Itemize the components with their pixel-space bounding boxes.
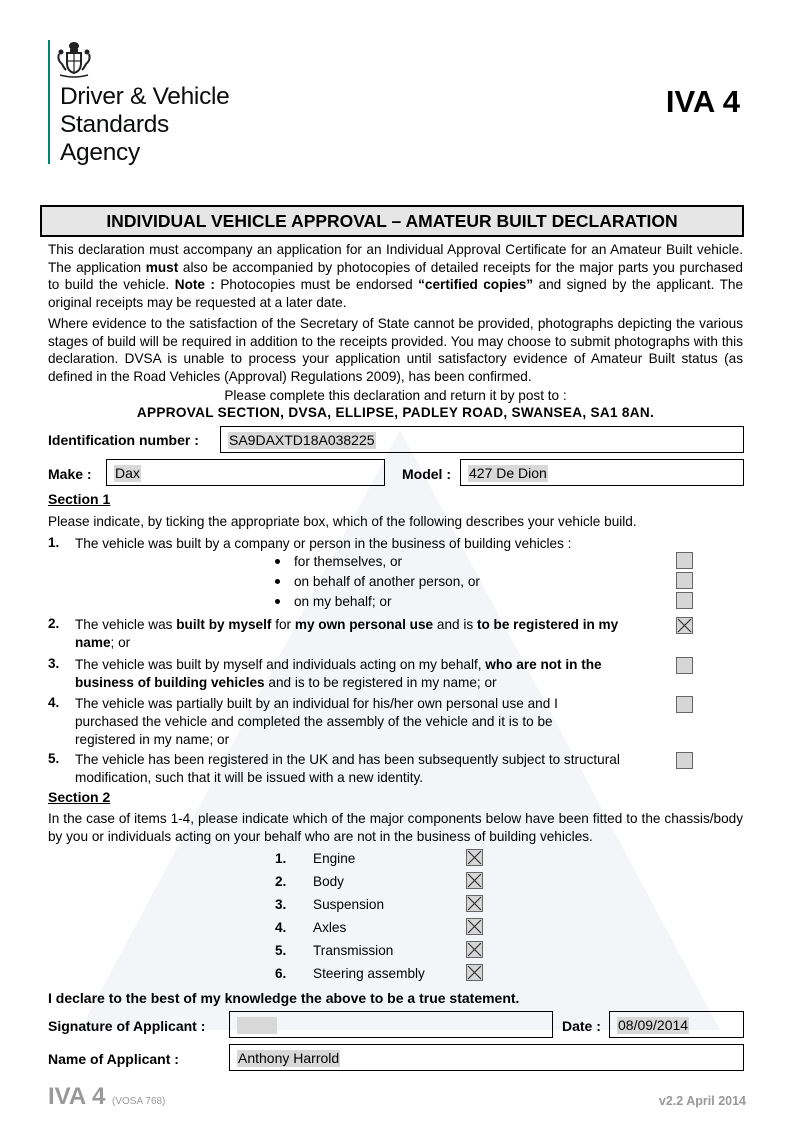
item-3-number: 3. xyxy=(48,656,60,671)
checkbox-item-3[interactable] xyxy=(676,657,693,674)
checkbox-crossed-icon xyxy=(467,942,482,957)
name-field[interactable] xyxy=(229,1044,744,1071)
return-address: APPROVAL SECTION, DVSA, ELLIPSE, PADLEY ROAD, SWANSEA, SA1 8AN. xyxy=(136,405,655,420)
checkbox-crossed-icon xyxy=(677,618,692,633)
footer-sub-code: (VOSA 768) xyxy=(112,1096,166,1107)
checkbox-transmission[interactable] xyxy=(466,941,483,958)
item-1-bullet-1 xyxy=(275,554,402,569)
item-5-number: 5. xyxy=(48,751,60,766)
item-1-text: The vehicle was built by a company or person in the business of building vehicles : xyxy=(75,536,572,551)
component-5-name: Transmission xyxy=(313,943,394,958)
agency-name-line-1: Driver & Vehicle xyxy=(60,83,230,110)
form-title: INDIVIDUAL VEHICLE APPROVAL – AMATEUR BUILT DECLARATION xyxy=(40,205,744,237)
component-6-number: 6. xyxy=(275,966,287,981)
model-value: 427 De Dion xyxy=(469,465,547,481)
item-2-t3: and is xyxy=(433,617,477,632)
item-1-bullet-2 xyxy=(275,574,480,589)
item-1-number: 1. xyxy=(48,535,60,550)
checkbox-item-1-my-behalf[interactable] xyxy=(676,592,693,609)
item-3-text xyxy=(75,656,650,692)
form-code: IVA 4 xyxy=(665,84,740,119)
intro-paragraph-1 xyxy=(48,241,743,311)
name-value: Anthony Harrold xyxy=(238,1050,340,1066)
date-value: 08/09/2014 xyxy=(618,1017,689,1033)
checkbox-steering-assembly[interactable] xyxy=(466,964,483,981)
model-label: Model : xyxy=(402,466,451,482)
id-number-value: SA9DAXTD18A038225 xyxy=(229,432,375,448)
section-1-instruction: Please indicate, by ticking the appropriate box, which of the following describes your vehicle build. xyxy=(48,514,637,529)
declaration-statement: I declare to the best of my knowledge the above to be a true statement. xyxy=(48,990,520,1006)
item-2-t4: ; or xyxy=(110,635,131,650)
checkbox-suspension[interactable] xyxy=(466,895,483,912)
item-2-b3: to be registered in my name xyxy=(75,617,619,650)
agency-name-line-3: Agency xyxy=(60,139,140,166)
footer-version: v2.2 April 2014 xyxy=(658,1094,746,1108)
signature-placeholder xyxy=(237,1017,277,1034)
item-4-text: The vehicle was partially built by an individual for his/her own personal use and I purchased the vehicle and completed the assembly of the vehicle and it is to be registered in my name; or xyxy=(75,696,558,747)
component-3-name: Suspension xyxy=(313,897,385,912)
checkbox-item-1-another-person[interactable] xyxy=(676,572,693,589)
checkbox-item-4[interactable] xyxy=(676,696,693,713)
checkbox-item-1-themselves[interactable] xyxy=(676,552,693,569)
checkbox-item-2[interactable] xyxy=(676,617,693,634)
agency-name-line-2: Standards xyxy=(60,111,169,138)
section-2-heading: Section 2 xyxy=(48,789,111,805)
component-2-number: 2. xyxy=(275,874,287,889)
section-2-instruction: In the case of items 1-4, please indicate which of the major components below have been fitted to the chassis/body by you or individuals acting on your behalf who are not in the business of building vehicles. xyxy=(48,811,743,844)
checkbox-engine[interactable] xyxy=(466,849,483,866)
checkbox-crossed-icon xyxy=(467,965,482,980)
bullet-dot-icon xyxy=(275,579,280,584)
component-1-name: Engine xyxy=(313,851,356,866)
dvsa-logo xyxy=(48,40,238,165)
component-4-name: Axles xyxy=(313,920,347,935)
logo-accent-bar xyxy=(48,40,50,164)
item-2-b1: built by myself xyxy=(176,617,272,632)
checkbox-body[interactable] xyxy=(466,872,483,889)
checkbox-crossed-icon xyxy=(467,896,482,911)
date-field[interactable] xyxy=(609,1011,744,1038)
component-6-name: Steering assembly xyxy=(313,966,425,981)
checkbox-item-5[interactable] xyxy=(676,752,693,769)
component-1-number: 1. xyxy=(275,851,287,866)
make-label: Make : xyxy=(48,466,92,482)
item-2-t2: for xyxy=(271,617,295,632)
intro-p1-text-b: also be accompanied by photocopies of detailed receipts for the major parts you purchased to build the vehicle. xyxy=(48,259,743,292)
agency-name xyxy=(60,83,230,167)
intro-p1-text-a: This declaration must accompany an application for an Individual Approval Certificate for an Amateur Built vehicle. The application xyxy=(48,242,743,275)
item-3-t1: The vehicle was built by myself and individuals acting on my behalf, xyxy=(75,657,486,672)
item-2-number: 2. xyxy=(48,616,60,631)
royal-crest-icon xyxy=(56,40,92,78)
signature-label: Signature of Applicant : xyxy=(48,1018,206,1034)
footer-form-code xyxy=(48,1083,165,1111)
checkbox-crossed-icon xyxy=(467,850,482,865)
intro-p1-must: must xyxy=(145,259,179,275)
bullet-3-text: on my behalf; or xyxy=(294,594,392,609)
bullet-1-text: for themselves, or xyxy=(294,554,403,569)
item-4-number: 4. xyxy=(48,695,60,710)
id-number-label: Identification number : xyxy=(48,432,199,448)
intro-paragraph-2: Where evidence to the satisfaction of the Secretary of State cannot be provided, photographs depicting the various stages of build will be required in addition to the receipts provided. You may choose to submit photographs with this declaration. DVSA is unable to process your application until satisfactory evidence of Amateur Built status (as defined in the Road Vehicles (Approval) Regulations 2009), has been confirmed. xyxy=(48,316,743,384)
checkbox-axles[interactable] xyxy=(466,918,483,935)
checkbox-crossed-icon xyxy=(467,873,482,888)
intro-p1-text-d: and signed by the applicant. The original receipts may be requested at a later date. xyxy=(48,277,743,310)
item-3-b1: who are not in the business of building vehicles xyxy=(75,657,602,690)
item-5-text: The vehicle has been registered in the UK and has been subsequently subject to structural modification, such that it will be issued with a new identity. xyxy=(75,752,620,785)
component-3-number: 3. xyxy=(275,897,287,912)
item-1-bullet-3 xyxy=(275,594,391,609)
name-label: Name of Applicant : xyxy=(48,1051,179,1067)
checkbox-crossed-icon xyxy=(467,919,482,934)
bullet-dot-icon xyxy=(275,599,280,604)
model-field[interactable] xyxy=(460,459,744,486)
component-2-name: Body xyxy=(313,874,344,889)
intro-p1-certified: “certified copies” xyxy=(418,277,534,292)
date-label: Date : xyxy=(562,1018,601,1034)
component-4-number: 4. xyxy=(275,920,287,935)
return-instruction: Please complete this declaration and return it by post to : xyxy=(224,388,567,403)
section-1-heading: Section 1 xyxy=(48,491,111,507)
id-number-field[interactable] xyxy=(220,426,744,453)
item-2-text xyxy=(75,616,645,652)
make-field[interactable] xyxy=(106,459,385,486)
intro-p1-note: Note : xyxy=(174,277,215,292)
intro-p1-text-c: Photocopies must be endorsed xyxy=(214,277,419,292)
signature-field[interactable] xyxy=(229,1011,553,1038)
make-value: Dax xyxy=(115,465,140,481)
component-5-number: 5. xyxy=(275,943,287,958)
footer-code-text: IVA 4 xyxy=(48,1083,106,1110)
item-2-b2: my own personal use xyxy=(294,617,434,632)
item-2-t1: The vehicle was xyxy=(75,617,177,632)
bullet-dot-icon xyxy=(275,559,280,564)
item-3-t2: and is to be registered in my name; or xyxy=(264,675,497,690)
bullet-2-text: on behalf of another person, or xyxy=(294,574,480,589)
